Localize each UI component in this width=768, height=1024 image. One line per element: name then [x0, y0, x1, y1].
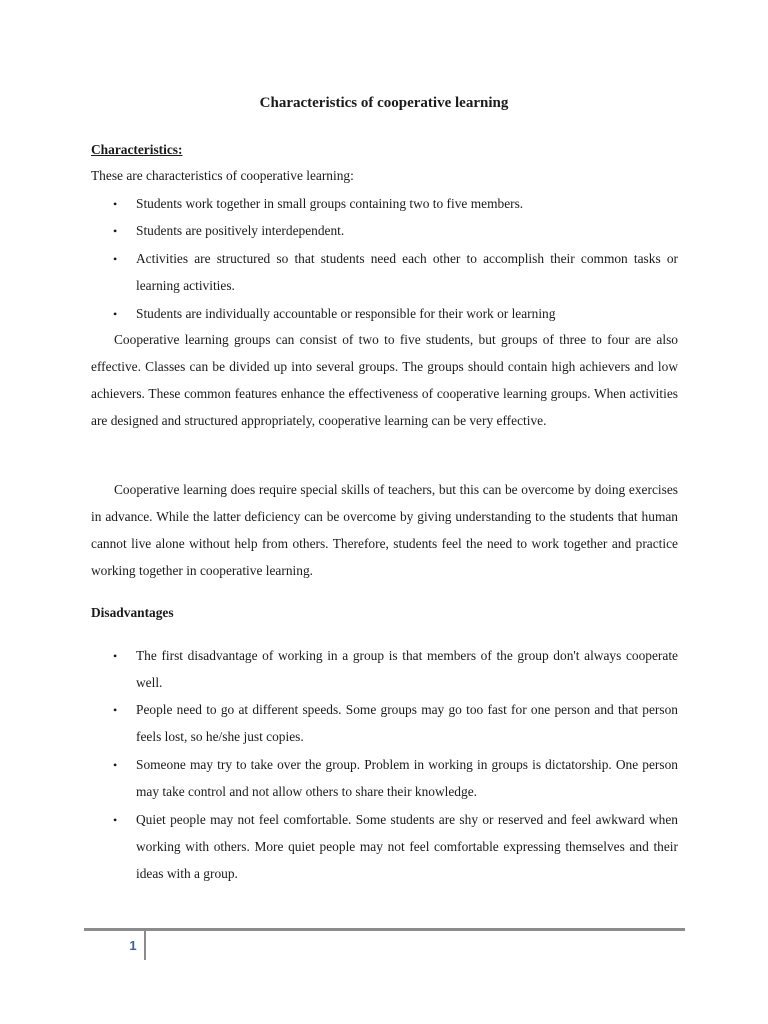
disadvantages-heading: Disadvantages: [91, 605, 174, 620]
disadvantage-item-4: Quiet people may not feel comfortable. Some students are shy or reserved and feel awkward when working with others. More quiet people may not feel comfortable expressing themselves and their ideas with a group.: [136, 812, 678, 881]
characteristic-item-3: Activities are structured so that students need each other to accomplish their common tasks or learning activities.: [136, 251, 678, 293]
footer-rule: [84, 928, 685, 931]
bullet-icon: •: [113, 703, 118, 717]
paragraph-2: Cooperative learning does require special skills of teachers, but this can be overcome by doing exercises in advance. While the latter deficiency can be overcome by giving understanding to the students that human cannot live alone without help from others. Therefore, students feel the need to work together and practice working together in cooperative learning.: [91, 482, 678, 578]
characteristic-item-1: Students work together in small groups containing two to five members.: [136, 196, 524, 211]
bullet-icon: •: [113, 307, 118, 321]
disadvantage-item-1: The first disadvantage of working in a group is that members of the group don't always cooperate well.: [136, 648, 678, 690]
characteristics-heading: [91, 141, 182, 159]
bullet-icon: •: [113, 197, 118, 211]
document-title: Characteristics of cooperative learning: [259, 95, 509, 111]
disadvantage-item-2: People need to go at different speeds. Some groups may go too fast for one person and that person feels lost, so he/she just copies.: [136, 702, 678, 744]
characteristic-item-2: Students are positively interdependent.: [136, 223, 345, 238]
footer-separator: [144, 931, 146, 960]
paragraph-1: Cooperative learning groups can consist of two to five students, but groups of three to four are also effective. Classes can be divided up into several groups. The groups should contain high achievers and low achievers. These common features enhance the effectiveness of cooperative learning groups. When activities are designed and structured appropriately, cooperative learning can be very effective.: [91, 332, 678, 428]
bullet-icon: •: [113, 224, 118, 238]
disadvantage-item-3: Someone may try to take over the group. Problem in working in groups is dictatorship. One person may take control and not allow others to share their knowledge.: [136, 757, 678, 799]
bullet-icon: •: [113, 813, 118, 827]
characteristic-item-4: Students are individually accountable or responsible for their work or learning: [136, 306, 556, 321]
characteristics-heading-text: Characteristics:: [91, 142, 183, 157]
bullet-icon: •: [113, 649, 118, 663]
bullet-icon: •: [113, 758, 118, 772]
characteristics-intro: These are characteristics of cooperative learning:: [91, 168, 354, 183]
bullet-icon: •: [113, 252, 118, 266]
page-number: 1: [129, 938, 137, 953]
